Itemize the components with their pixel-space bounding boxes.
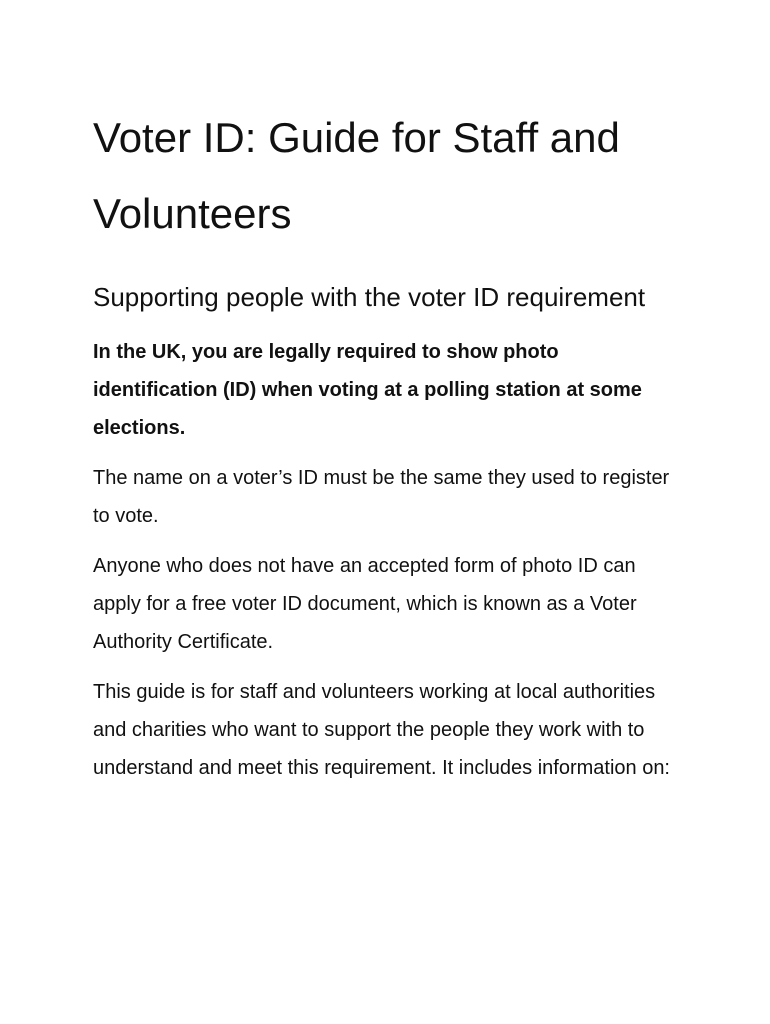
page-subtitle: Supporting people with the voter ID requirement: [93, 282, 646, 312]
lead-paragraph: In the UK, you are legally required to show photo identification (ID) when voting at a polling station at some elections.: [93, 341, 642, 439]
body-paragraph-voter-authority-certificate: Anyone who does not have an accepted form of photo ID can apply for a free voter ID document, which is known as a Voter Authority Certificate.: [93, 555, 637, 653]
body-paragraph-guide-audience: This guide is for staff and volunteers working at local authorities and charities who want to support the people they work with to understand and meet this requirement. It includes information on:: [93, 681, 670, 779]
page-title: Voter ID: Guide for Staff and Volunteers: [93, 114, 620, 237]
body-paragraph-name-requirement: The name on a voter’s ID must be the same they used to register to vote.: [93, 467, 670, 527]
